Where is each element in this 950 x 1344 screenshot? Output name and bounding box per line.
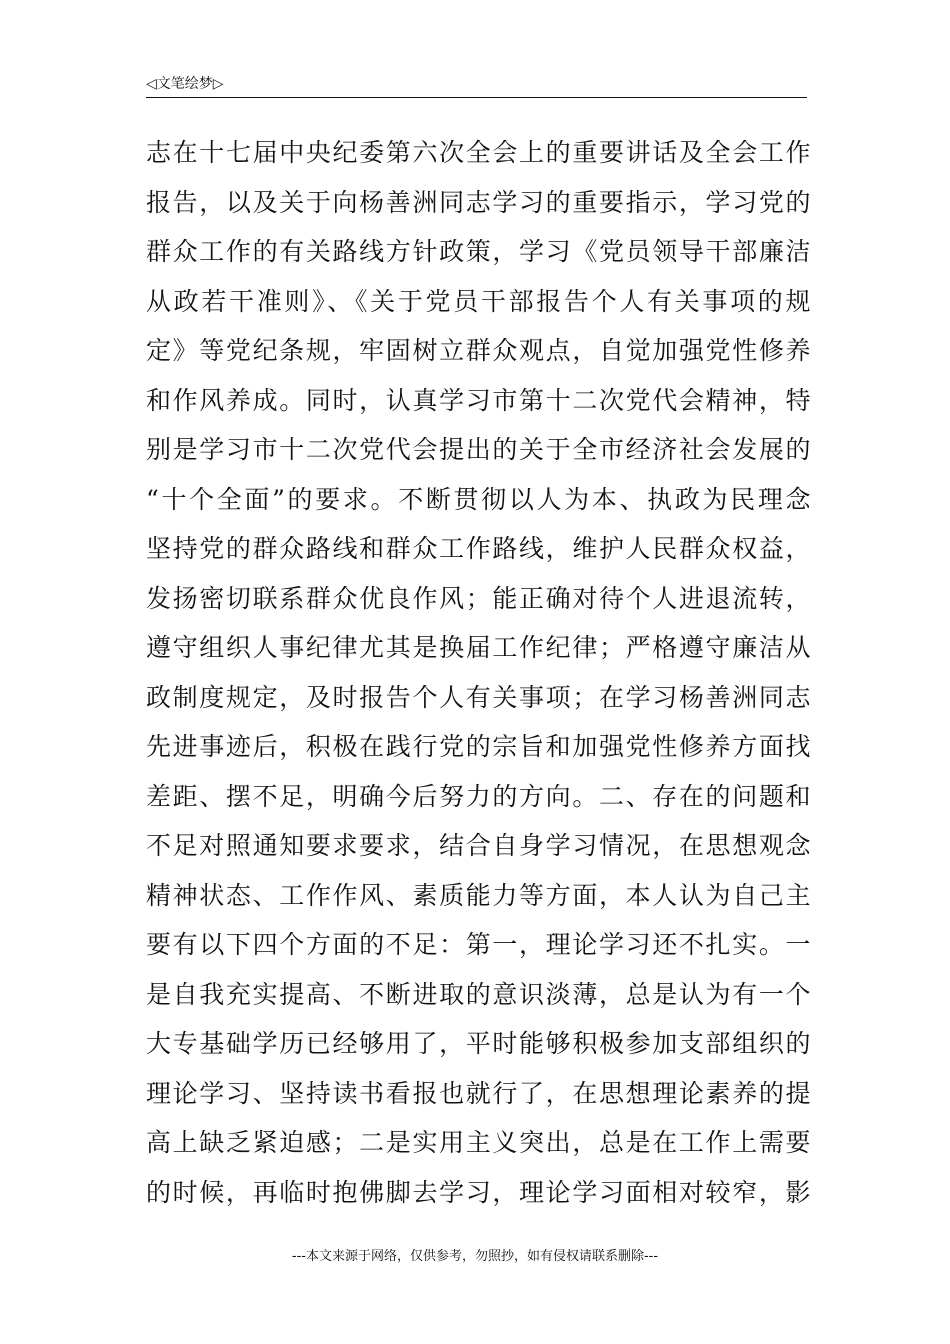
text-line: 差距、摆不足，明确今后努力的方向。二、存在的问题和 [146,781,811,811]
page-footer: ---本文来源于网络，仅供参考，勿照抄，如有侵权请联系删除--- [291,1249,659,1264]
text-line: 从政若干准则》、《关于党员干部报告个人有关事项的规 [146,286,811,316]
text-line: 精神状态、工作作风、素质能力等方面，本人认为自己主 [146,880,811,910]
text-line: 志在十七届中央纪委第六次全会上的重要讲话及全会工作 [146,138,811,167]
text-line: 发扬密切联系群众优良作风；能正确对待个人进退流转， [146,583,811,613]
text-line: 是自我充实提高、不断进取的意识淡薄，总是认为有一个 [146,979,811,1009]
text-line: 政制度规定，及时报告个人有关事项；在学习杨善洲同志 [146,682,811,712]
header-divider [146,97,807,98]
text-line: 群众工作的有关路线方针政策，学习《党员领导干部廉洁 [146,237,811,266]
text-line: 遵守组织人事纪律尤其是换届工作纪律；严格遵守廉洁从 [146,633,811,662]
text-line: 先进事迹后，积极在践行党的宗旨和加强党性修养方面找 [146,732,811,761]
text-line: 报告，以及关于向杨善洲同志学习的重要指示，学习党的 [146,187,811,217]
text-line: 大专基础学历已经够用了，平时能够积极参加支部组织的 [146,1029,811,1058]
text-line: “十个全面”的要求。不断贯彻以人为本、执政为民理念 [146,484,811,514]
text-line: 不足对照通知要求要求，结合自身学习情况，在思想观念 [146,831,811,860]
page-header [146,74,806,96]
text-line: 坚持党的群众路线和群众工作路线，维护人民群众权益， [146,534,811,563]
header-title: ◁文笔绘梦▷ [146,76,224,92]
text-line: 的时候，再临时抱佛脚去学习，理论学习面相对较窄，影 [146,1177,811,1207]
text-line: 和作风养成。同时，认真学习市第十二次党代会精神，特 [146,385,811,415]
text-line: 别是学习市十二次党代会提出的关于全市经济社会发展的 [146,435,811,464]
text-line: 要有以下四个方面的不足：第一，理论学习还不扎实。一 [146,930,811,959]
text-line: 高上缺乏紧迫感；二是实用主义突出，总是在工作上需要 [146,1128,811,1157]
text-line: 定》等党纪条规，牢固树立群众观点，自觉加强党性修养 [146,336,811,365]
text-line: 理论学习、坚持读书看报也就行了，在思想理论素养的提 [146,1078,811,1108]
document-body [146,128,811,1217]
